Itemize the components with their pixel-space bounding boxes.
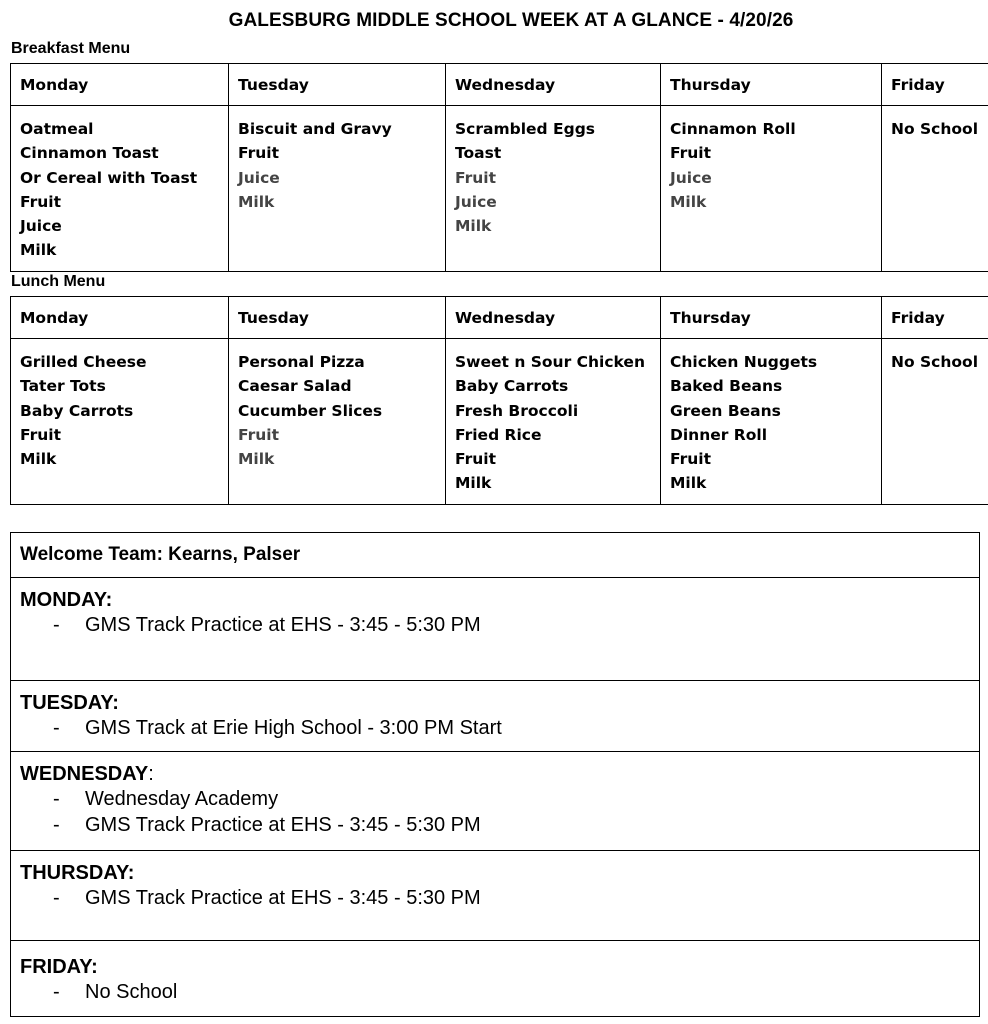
event-text: Wednesday Academy <box>85 788 279 810</box>
breakfast-day-cell <box>882 106 988 272</box>
schedule-day-tuesday <box>11 680 979 751</box>
menu-item: Oatmeal <box>20 120 94 138</box>
event-item <box>20 812 979 838</box>
menu-item: Baby Carrots <box>455 377 569 396</box>
menu-item: Juice <box>238 168 280 187</box>
breakfast-day-cell <box>446 106 661 272</box>
menu-item: Caesar Salad <box>238 377 352 396</box>
menu-item: Cucumber Slices <box>238 401 383 420</box>
lunch-day-header: Tuesday <box>229 297 446 339</box>
lunch-day-header: Friday <box>882 297 988 339</box>
menu-item: Fruit <box>455 450 496 469</box>
schedule-day-monday <box>11 577 979 680</box>
menu-item: Baby Carrots <box>20 401 134 420</box>
breakfast-items-row <box>11 106 988 272</box>
menu-item: Fruit <box>670 144 711 163</box>
lunch-day-header: Monday <box>11 297 229 339</box>
event-text: GMS Track Practice at EHS - 3:45 - 5:30 PM <box>85 887 481 909</box>
event-text: GMS Track Practice at EHS - 3:45 - 5:30 PM <box>85 814 481 836</box>
menu-item: Fruit <box>455 168 496 187</box>
menu-item: Tater Tots <box>20 377 106 396</box>
weekly-schedule <box>10 532 980 1017</box>
menu-item: Milk <box>670 192 707 211</box>
lunch-day-cell <box>661 339 882 505</box>
lunch-day-cell <box>229 339 446 505</box>
menu-item: Juice <box>20 217 62 236</box>
breakfast-header-row <box>11 64 988 106</box>
event-text: No School <box>85 981 178 1003</box>
menu-item: Milk <box>670 474 707 493</box>
day-heading <box>20 955 979 979</box>
event-text: GMS Track at Erie High School - 3:00 PM Start <box>85 717 502 739</box>
page-title: GALESBURG MIDDLE SCHOOL WEEK AT A GLANCE - 4/20/26 <box>228 10 794 31</box>
day-heading-text: WEDNESDAY <box>20 763 149 785</box>
breakfast-day-cell <box>661 106 882 272</box>
day-heading-text: TUESDAY: <box>20 692 119 714</box>
bullet-dash: - <box>53 614 60 636</box>
lunch-items-row <box>11 339 988 505</box>
bullet-dash: - <box>53 788 60 810</box>
menu-item: Chicken Nuggets <box>670 353 818 371</box>
day-heading <box>20 691 979 715</box>
lunch-day-header: Wednesday <box>446 297 661 339</box>
breakfast-day-header: Tuesday <box>229 64 446 106</box>
menu-item: Dinner Roll <box>670 425 768 444</box>
bullet-dash: - <box>53 887 60 909</box>
breakfast-day-header: Monday <box>11 64 229 106</box>
menu-item: No School <box>891 120 979 138</box>
menu-item: Sweet n Sour Chicken <box>455 353 645 371</box>
breakfast-day-header: Wednesday <box>446 64 661 106</box>
menu-item: Milk <box>455 474 492 493</box>
breakfast-day-cell <box>11 106 229 272</box>
menu-item: Milk <box>238 450 275 469</box>
lunch-day-cell <box>11 339 229 505</box>
menu-item: Fruit <box>670 450 711 469</box>
schedule-day-thursday <box>11 850 979 940</box>
menu-item: Milk <box>455 217 492 236</box>
lunch-menu-label: Lunch Menu <box>11 273 106 290</box>
bullet-dash: - <box>53 981 60 1003</box>
menu-item: Cinnamon Roll <box>670 120 796 138</box>
day-heading-suffix: : <box>148 763 154 785</box>
day-heading-text: THURSDAY: <box>20 862 135 884</box>
lunch-header-row <box>11 297 988 339</box>
day-heading-text: MONDAY: <box>20 589 113 611</box>
event-item <box>20 612 979 638</box>
menu-item: Grilled Cheese <box>20 353 147 371</box>
lunch-day-cell <box>882 339 988 505</box>
breakfast-menu-table <box>10 63 988 272</box>
menu-item: Green Beans <box>670 401 781 420</box>
breakfast-menu-label: Breakfast Menu <box>11 40 131 57</box>
bullet-dash: - <box>53 814 60 836</box>
event-text: GMS Track Practice at EHS - 3:45 - 5:30 PM <box>85 614 481 636</box>
lunch-menu-table <box>10 296 988 505</box>
schedule-day-wednesday <box>11 751 979 850</box>
lunch-day-header: Thursday <box>661 297 882 339</box>
menu-item: Or Cereal with Toast <box>20 168 198 187</box>
event-item <box>20 979 979 1005</box>
lunch-day-cell <box>446 339 661 505</box>
menu-item: Scrambled Eggs <box>455 120 596 138</box>
day-heading <box>20 861 979 885</box>
menu-item: Juice <box>670 168 712 187</box>
menu-item: Personal Pizza <box>238 353 365 371</box>
menu-item: Milk <box>20 241 57 260</box>
menu-item: Milk <box>20 450 57 469</box>
event-item <box>20 715 979 741</box>
menu-item: Fried Rice <box>455 425 542 444</box>
breakfast-day-cell <box>229 106 446 272</box>
menu-item: Milk <box>238 192 275 211</box>
bullet-dash: - <box>53 717 60 739</box>
menu-item: Fruit <box>238 144 279 163</box>
menu-item: Cinnamon Toast <box>20 144 159 163</box>
schedule-day-friday <box>11 940 979 1016</box>
welcome-team: Welcome Team: Kearns, Palser <box>20 544 301 565</box>
menu-item: Fruit <box>238 425 279 444</box>
breakfast-day-header: Thursday <box>661 64 882 106</box>
menu-item: Toast <box>455 144 502 163</box>
menu-item: No School <box>891 353 979 371</box>
breakfast-day-header: Friday <box>882 64 988 106</box>
event-item <box>20 885 979 911</box>
menu-item: Juice <box>455 192 497 211</box>
menu-item: Baked Beans <box>670 377 783 396</box>
day-heading <box>20 588 979 612</box>
menu-item: Biscuit and Gravy <box>238 120 392 138</box>
day-heading <box>20 762 979 786</box>
event-item <box>20 786 979 812</box>
menu-item: Fruit <box>20 425 61 444</box>
menu-item: Fresh Broccoli <box>455 401 579 420</box>
day-heading-text: FRIDAY: <box>20 956 98 978</box>
menu-item: Fruit <box>20 192 61 211</box>
